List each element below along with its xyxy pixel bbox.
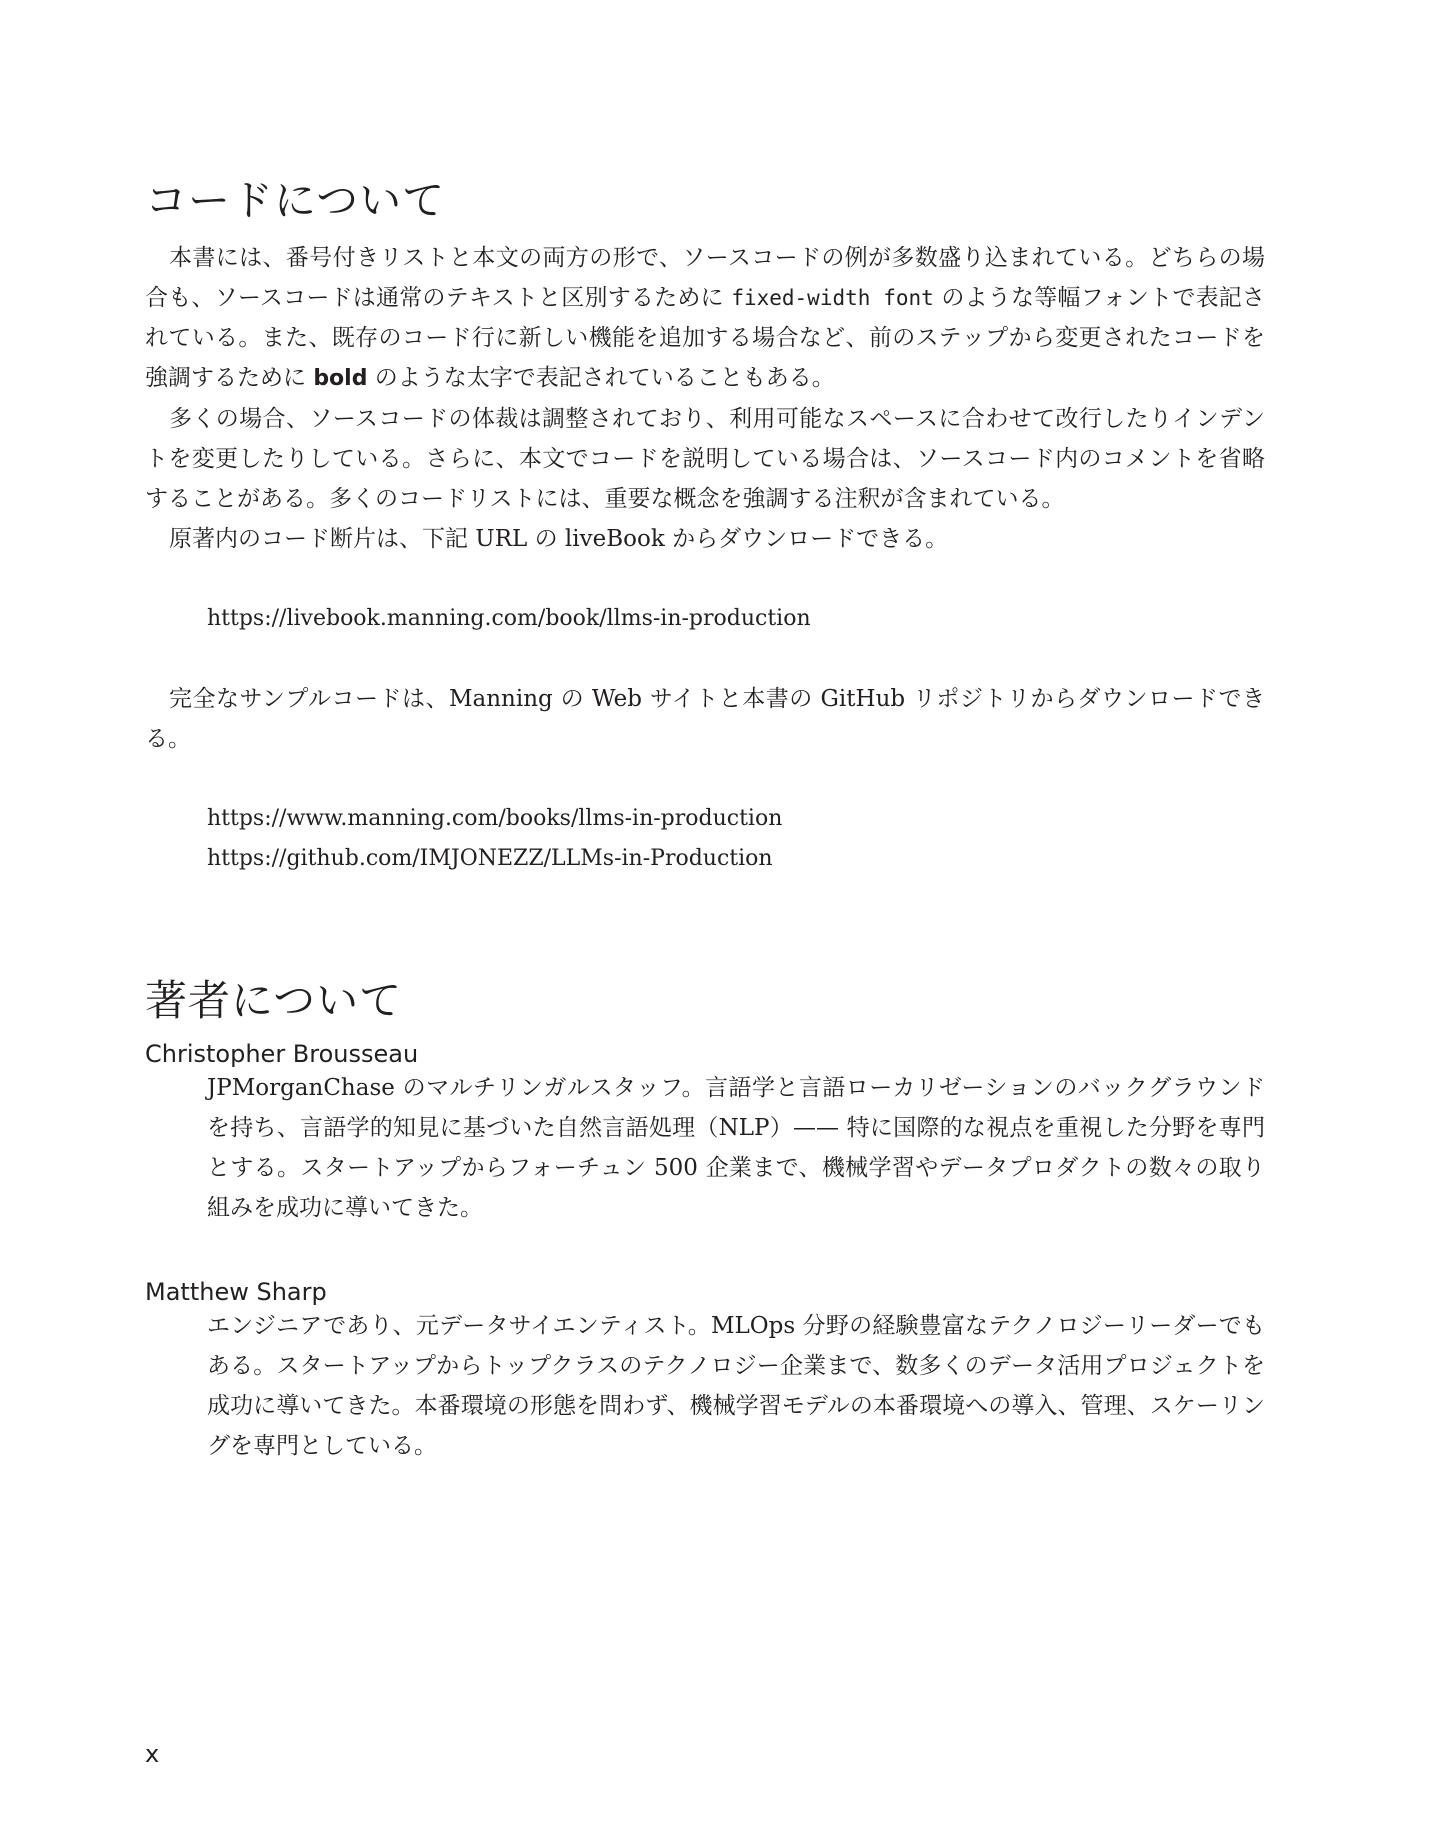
author-bio: JPMorganChase のマルチリンガルスタッフ。言語学と言語ローカリゼーションのバックグラウンドを持ち、言語学的知見に基づいた自然言語処理（NLP）—— 特に国際的な視点を重視した分野を専門とする。スタートアップからフォーチュン 500 企業まで、機械学習やデータプロダクトの数々の取り組みを成功に導いてきた。 — [207, 1075, 1266, 1221]
author-entry — [145, 1278, 1265, 1466]
code-paragraph-1-text-a: 本書には、番号付きリストと本文の両方の形で、ソースコードの例が多数盛り込まれている。どちらの場合も、ソースコードは通常のテキストと区別するために — [145, 245, 1265, 311]
code-paragraph-3: 原著内のコード断片は、下記 URL の liveBook からダウンロードできる。 — [169, 526, 949, 552]
author-bio: エンジニアであり、元データサイエンティスト。MLOps 分野の経験豊富なテクノロジーリーダーでもある。スタートアップからトップクラスのテクノロジー企業まで、数多くのデータ活用プロジェクトを成功に導いてきた。本番環境の形態を問わず、機械学習モデルの本番環境への導入、管理、スケーリングを専門としている。 — [207, 1313, 1265, 1459]
author-entry — [145, 1040, 1265, 1228]
livebook-url[interactable]: https://livebook.manning.com/book/llms-in-production — [207, 606, 811, 631]
code-paragraph-1 — [145, 238, 1265, 399]
code-paragraph-1-text-b: のような等幅フォントで表記されている。また、既存のコード行に新しい機能を追加する場合など、前のステップから変更されたコードを強調するために — [145, 285, 1266, 391]
code-paragraph-1-text-c: のような太字で表記されていることもある。 — [367, 365, 835, 391]
bold-example: bold — [313, 366, 368, 391]
author-name: Matthew Sharp — [145, 1278, 327, 1306]
github-url[interactable]: https://github.com/IMJONEZZ/LLMs-in-Production — [207, 846, 773, 871]
code-section-heading: コードについて — [145, 176, 446, 225]
code-paragraph-4: 完全なサンプルコードは、Manning の Web サイトと本書の GitHub リポジトリからダウンロードできる。 — [145, 686, 1265, 752]
author-name: Christopher Brousseau — [145, 1040, 419, 1068]
author-section-heading: 著者について — [145, 976, 403, 1025]
code-paragraph-2: 多くの場合、ソースコードの体裁は調整されており、利用可能なスペースに合わせて改行したりインデントを変更したりしている。さらに、本文でコードを説明している場合は、ソースコード内のコメントを省略することがある。多くのコードリストには、重要な概念を強調する注釈が含まれている。 — [145, 406, 1265, 512]
code-section-body — [145, 238, 1265, 879]
manning-url[interactable]: https://www.manning.com/books/llms-in-production — [207, 806, 783, 831]
page-number: x — [145, 1740, 160, 1768]
monospace-example: fixed-width font — [731, 286, 934, 310]
